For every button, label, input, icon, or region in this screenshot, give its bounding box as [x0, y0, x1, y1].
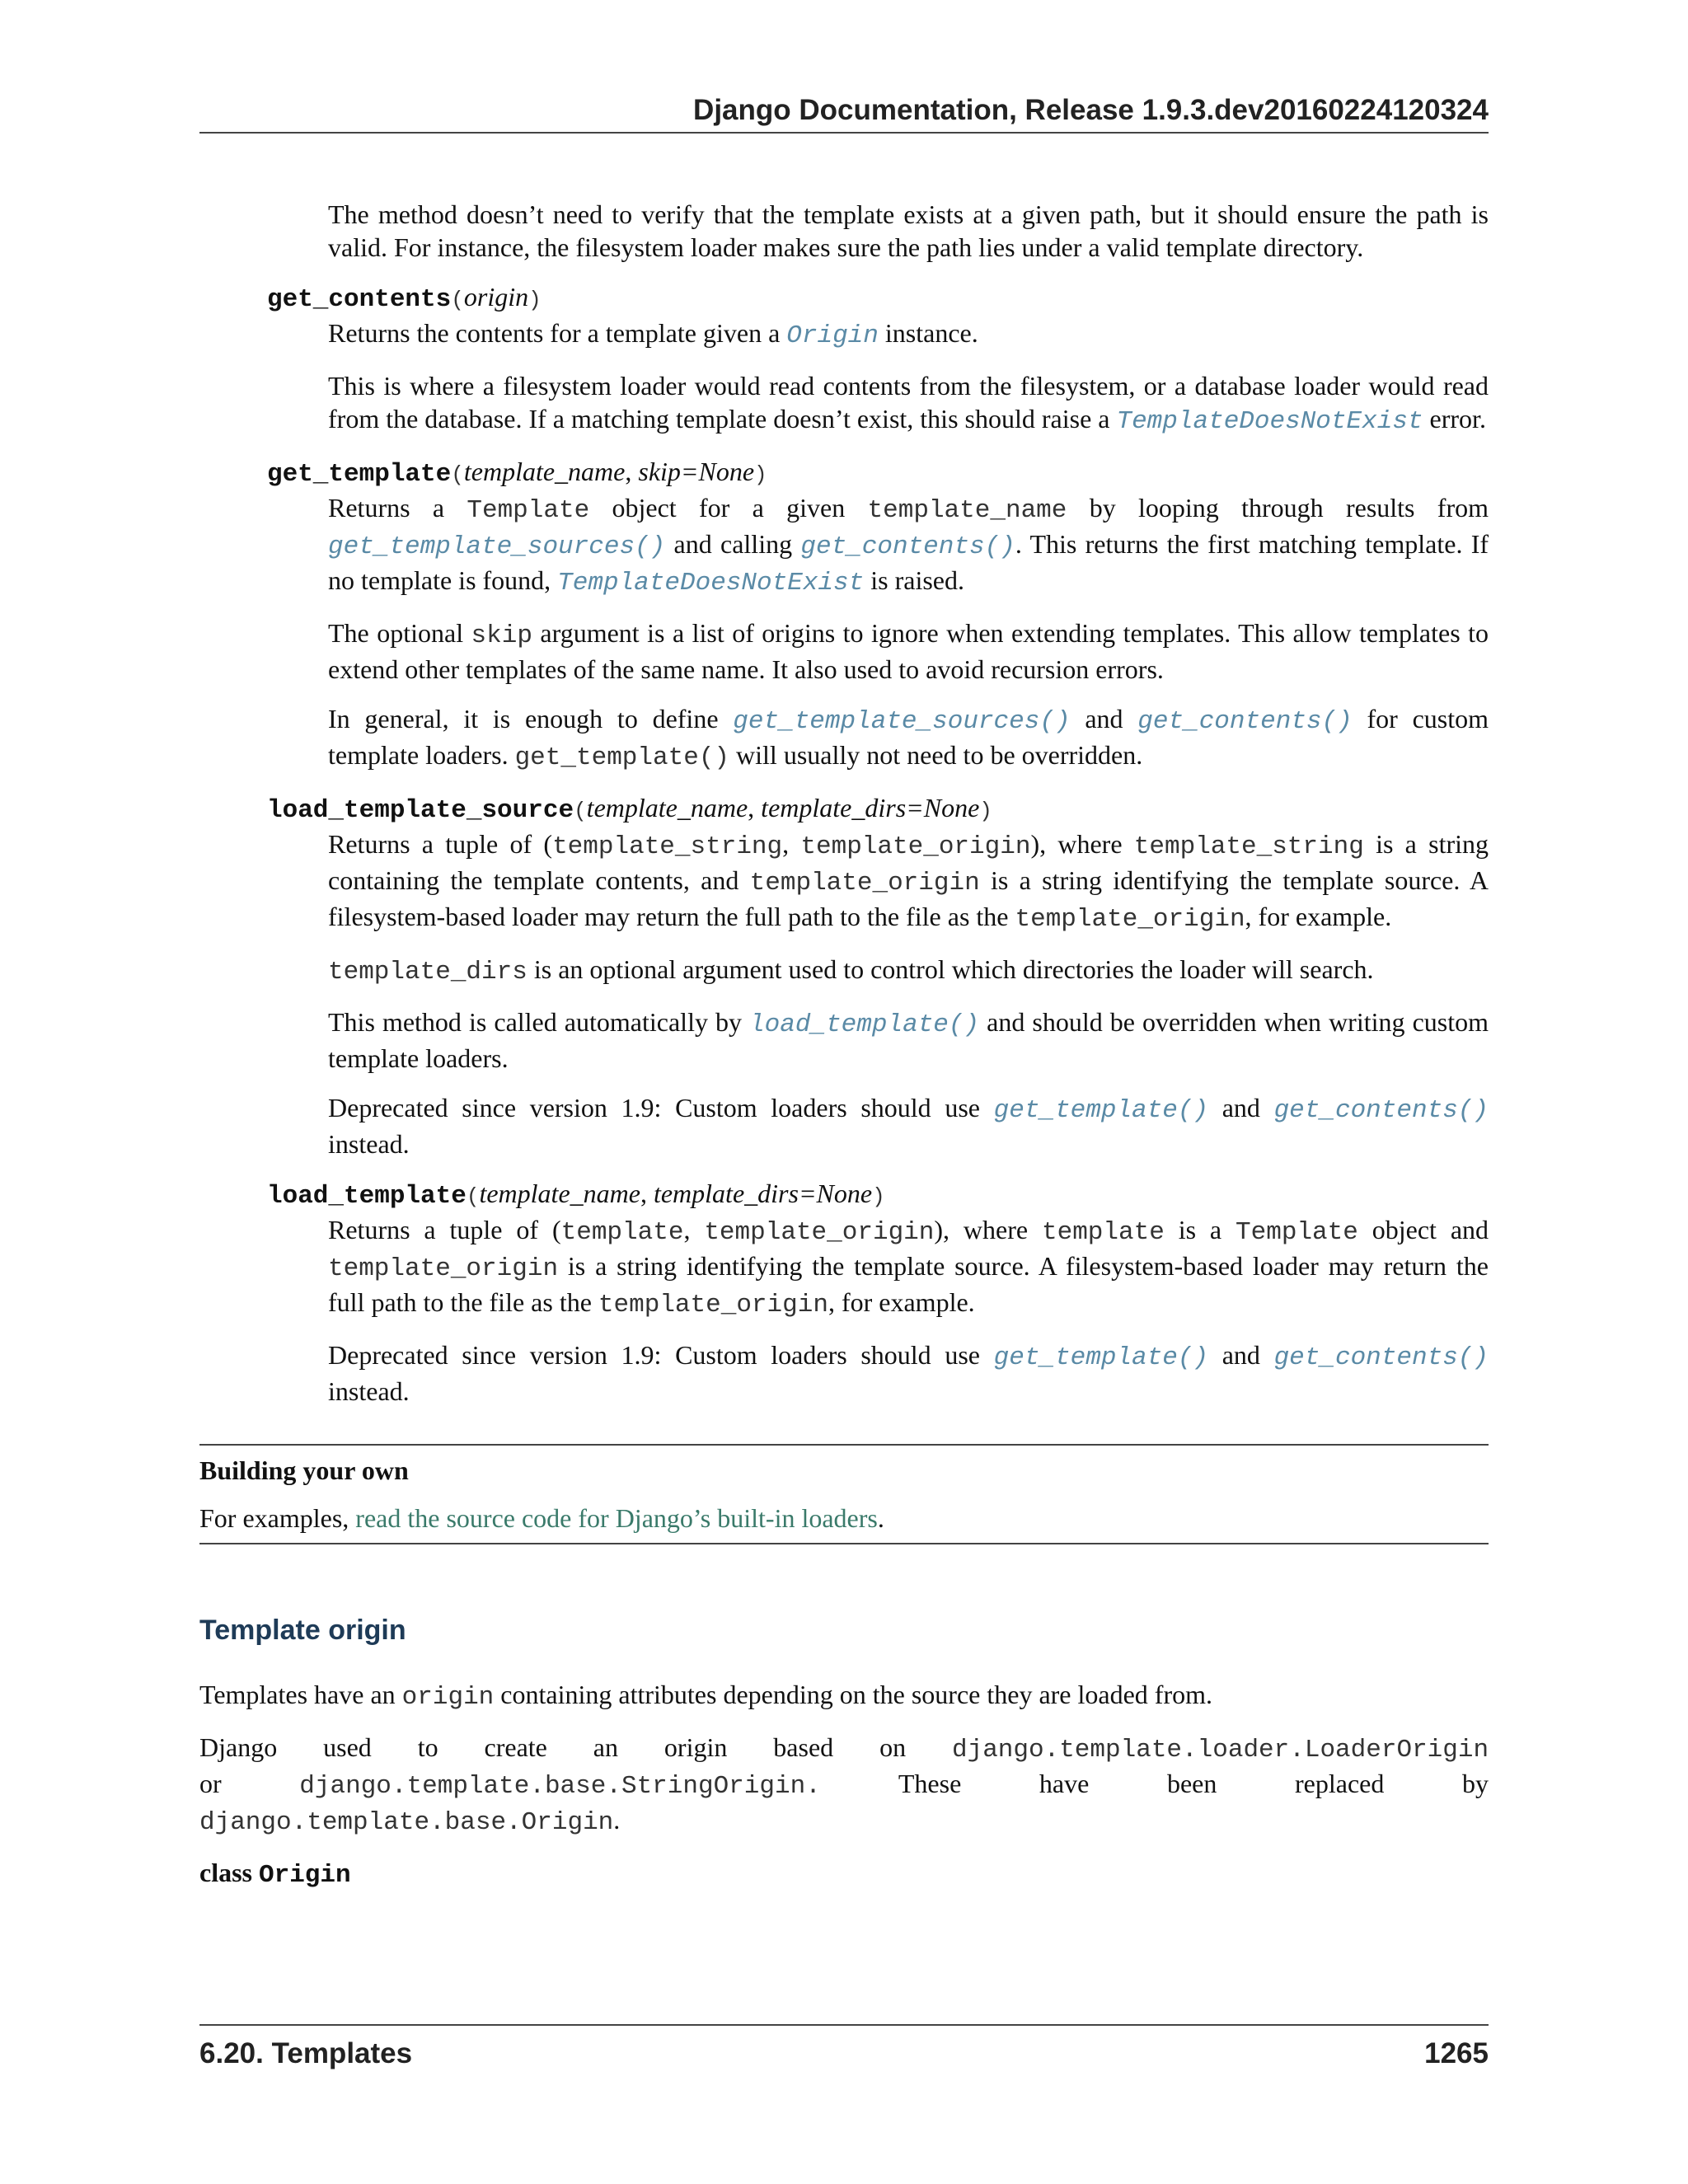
method-get-template — [199, 455, 1489, 775]
xref-get-contents[interactable]: get_contents() — [800, 532, 1015, 561]
class-name: Origin — [259, 1861, 351, 1890]
xref-templatedoesnotexist[interactable]: TemplateDoesNotExist — [557, 569, 865, 598]
xref-get-template[interactable]: get_template() — [993, 1096, 1209, 1125]
topic-text: For examples, read the source code for Django’s built-in loaders. — [199, 1503, 884, 1533]
topic-box — [199, 1446, 1489, 1535]
class-origin-signature: class Origin — [199, 1858, 351, 1890]
method-load-template-source — [199, 791, 1489, 1160]
xref-load-template[interactable]: load_template() — [749, 1010, 980, 1039]
header-title: Django Documentation, Release 1.9.3.dev20160224120324 — [693, 94, 1489, 126]
xref-get-contents[interactable]: get_contents() — [1137, 707, 1353, 736]
method-name: get_contents — [267, 285, 452, 314]
method-description: This is where a filesystem loader would read contents from the filesystem, or a database loader would read from the database. If a matching template doesn’t exist, this should raise a TemplateDoesNotExist error. — [328, 371, 1489, 436]
xref-get-contents[interactable]: get_contents() — [1273, 1343, 1489, 1372]
xref-origin[interactable]: Origin — [786, 321, 879, 350]
builtin-loaders-link[interactable]: read the source code for Django’s built-in loaders — [355, 1503, 878, 1533]
method-name: load_template — [267, 1182, 467, 1211]
method-signature: load_template_source(template_name, template_dirs=None) — [267, 793, 992, 825]
topic-title: Building your own — [199, 1455, 409, 1485]
footer-page-number: 1265 — [1424, 2037, 1489, 2069]
page-footer — [199, 2024, 1489, 2069]
method-description: The optional skip argument is a list of origins to ignore when extending templates. This allow templates to extend other templates of the same name. It also used to avoid recursion errors. — [328, 618, 1489, 684]
method-description: template_dirs is an optional argument used to control which directories the loader will search. — [328, 954, 1374, 987]
method-description: In general, it is enough to define get_template_sources() and get_contents() for custom template loaders. get_template() will usually not need to be overridden. — [328, 704, 1489, 772]
method-description: This method is called automatically by load_template() and should be overridden when writing custom template loaders. — [328, 1007, 1489, 1073]
origin-paragraph: Templates have an origin containing attributes depending on the source they are loaded from. — [199, 1680, 1212, 1712]
method-description: Returns a tuple of (template, template_origin), where template is a Template object and template_origin is a string identifying the template source. A filesystem-based loader may return the full path to the file as the template_origin, for example. — [328, 1215, 1489, 1319]
xref-get-template-sources[interactable]: get_template_sources() — [733, 707, 1071, 736]
footer-section: 6.20. Templates — [199, 2037, 413, 2069]
method-signature: load_template(template_name, template_dirs=None) — [267, 1179, 885, 1211]
intro-paragraph: The method doesn’t need to verify that the template exists at a given path, but it should ensure the path is valid. For instance, the filesystem loader makes sure the path lies under a valid template directory. — [328, 199, 1489, 262]
method-description: Returns a tuple of (template_string, template_origin), where template_string is a string containing the template contents, and template_origin is a string identifying the template source. A filesystem-based loader may return the full path to the file as the template_origin, for example. — [328, 829, 1489, 934]
method-get-contents — [199, 280, 1489, 438]
xref-templatedoesnotexist[interactable]: TemplateDoesNotExist — [1116, 407, 1423, 436]
origin-history-paragraph: Django used to create an origin based on django.template.loader.LoaderOrigin or django.template.base.StringOrigin. These have been replaced by django.template.base.Origin. — [199, 1732, 1489, 1837]
method-arg: origin — [463, 282, 529, 312]
section-title-template-origin: Template origin — [199, 1615, 406, 1646]
method-description: Returns a Template object for a given template_name by looping through results from get_template_sources() and calling get_contents(). This returns the first matching template. If no template is found, TemplateDoesNotExist is raised. — [328, 493, 1489, 598]
deprecation-note: Deprecated since version 1.9: Custom loaders should use get_template() and get_contents() instead. — [328, 1340, 1489, 1406]
method-description: Returns the contents for a template given a Origin instance. — [328, 318, 978, 350]
xref-get-contents[interactable]: get_contents() — [1273, 1096, 1489, 1125]
method-signature: get_contents(origin) — [267, 282, 542, 314]
method-signature: get_template(template_name, skip=None) — [267, 457, 767, 489]
method-name: load_template_source — [267, 796, 574, 825]
method-name: get_template — [267, 460, 452, 489]
page-content — [199, 198, 1489, 1892]
xref-get-template-sources[interactable]: get_template_sources() — [328, 532, 666, 561]
deprecation-note: Deprecated since version 1.9: Custom loaders should use get_template() and get_contents() instead. — [328, 1093, 1489, 1159]
page-header — [199, 89, 1489, 134]
method-load-template — [199, 1177, 1489, 1408]
xref-get-template[interactable]: get_template() — [993, 1343, 1209, 1372]
